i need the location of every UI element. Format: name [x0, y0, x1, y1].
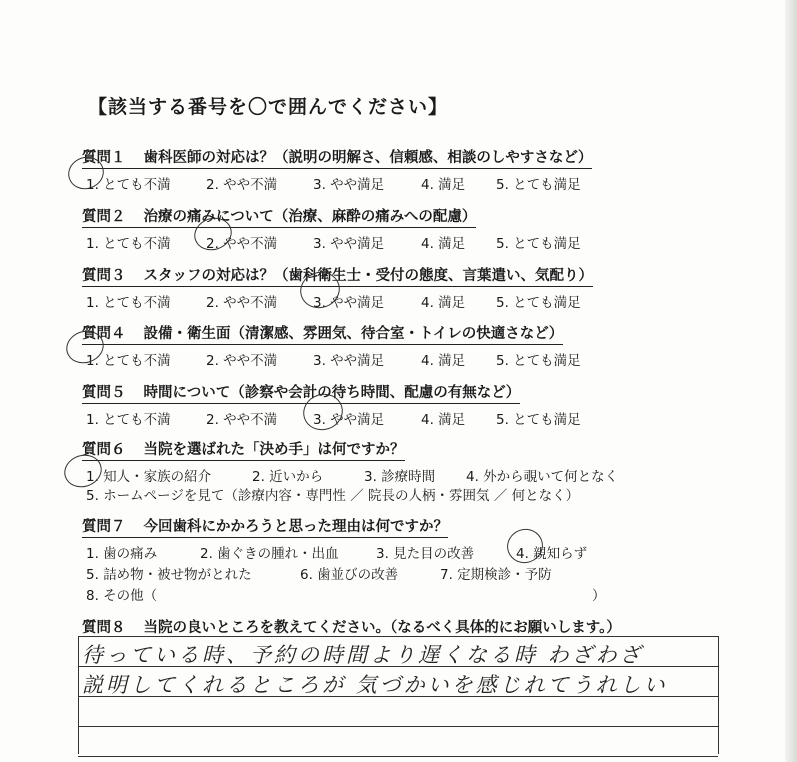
survey-title: 【該当する番号を〇で囲んでください】: [88, 96, 449, 118]
question-8-heading: [82, 616, 621, 638]
question-2-heading: [82, 205, 476, 228]
q1-option-4[interactable]: 4. 満足: [421, 177, 466, 193]
question-8: [82, 616, 722, 638]
question-1-heading: [82, 146, 592, 169]
question-5-options: [82, 408, 722, 427]
q1-option-5[interactable]: 5. とても満足: [496, 177, 581, 193]
question-4-heading: [82, 322, 563, 345]
question-7-heading: [82, 515, 448, 538]
q5-option-3[interactable]: 3. やや満足: [313, 412, 385, 428]
question-6-options: [82, 465, 722, 484]
q2-option-2[interactable]: 2. やや不満: [206, 236, 278, 252]
question-6-heading: [82, 438, 405, 461]
question-7-label: 質問７: [82, 519, 126, 535]
q5-option-2[interactable]: 2. やや不満: [206, 412, 278, 428]
q4-option-4[interactable]: 4. 満足: [421, 353, 466, 369]
question-7-options-row3: [82, 584, 722, 603]
question-4-options: [82, 349, 722, 368]
question-8-label: 質問８: [82, 620, 126, 636]
question-2: [82, 205, 722, 251]
question-4-label: 質問４: [82, 326, 126, 342]
question-3-options: [82, 291, 722, 310]
q3-option-3[interactable]: 3. やや満足: [313, 295, 385, 311]
question-1-text: 歯科医師の対応は？（説明の明解さ、信頼感、相談のしやすさなど）: [143, 150, 593, 166]
q3-option-5[interactable]: 5. とても満足: [496, 295, 581, 311]
q7-option-2[interactable]: 2. 歯ぐきの腫れ・出血: [200, 546, 339, 562]
q6-option-5[interactable]: 5. ホームページを見て（診療内容・専門性 ／ 院長の人柄・雰囲気 ／ 何となく）: [86, 488, 580, 504]
question-1-label: 質問１: [82, 150, 126, 166]
q2-option-4[interactable]: 4. 満足: [421, 236, 466, 252]
q1-option-2[interactable]: 2. やや不満: [206, 177, 278, 193]
q8-answer-line-3[interactable]: [78, 697, 718, 727]
question-7: [82, 515, 722, 603]
question-7-options-row2: [82, 563, 722, 584]
question-6: [82, 438, 722, 504]
q3-option-4[interactable]: 4. 満足: [421, 295, 466, 311]
q7-option-6[interactable]: 6. 歯並びの改善: [300, 567, 399, 583]
q8-answer-line-2[interactable]: [78, 667, 718, 697]
question-4-text: 設備・衛生面（清潔感、雰囲気、待合室・トイレの快適さなど）: [143, 326, 564, 342]
q1-option-3[interactable]: 3. やや満足: [313, 177, 385, 193]
q7-option-1[interactable]: 1. 歯の痛み: [86, 546, 158, 562]
q8-handwritten-line-2: 説明してくれるところが 気づかいを感じれてうれしい: [82, 673, 668, 697]
q7-option-8[interactable]: 8. その他（: [86, 588, 158, 604]
q7-option-7[interactable]: 7. 定期検診・予防: [440, 567, 552, 583]
q5-option-4[interactable]: 4. 満足: [421, 412, 466, 428]
question-3-text: スタッフの対応は？（歯科衛生士・受付の態度、言葉遣い、気配り）: [143, 268, 593, 284]
question-7-options-row1: [82, 542, 722, 563]
q4-option-2[interactable]: 2. やや不満: [206, 353, 278, 369]
question-2-label: 質問２: [82, 209, 126, 225]
q8-answer-line-1[interactable]: [78, 636, 718, 667]
q4-option-3[interactable]: 3. やや満足: [313, 353, 385, 369]
q4-option-1[interactable]: 1. とても不満: [86, 353, 171, 369]
q6-option-1[interactable]: 1. 知人・家族の紹介: [86, 469, 212, 485]
q2-option-3[interactable]: 3. やや満足: [313, 236, 385, 252]
question-1: [82, 146, 722, 192]
question-1-options: [82, 173, 722, 192]
q7-option-8-close: ）: [592, 588, 606, 604]
q4-option-5[interactable]: 5. とても満足: [496, 353, 581, 369]
question-7-text: 今回歯科にかかろうと思った理由は何ですか？: [143, 519, 448, 535]
question-2-text: 治療の痛みについて（治療、麻酔の痛みへの配慮）: [143, 209, 477, 225]
question-5-heading: [82, 381, 520, 404]
question-8-text: 当院の良いところを教えてください。（なるべく具体的にお願いします。）: [143, 620, 621, 636]
q7-option-3[interactable]: 3. 見た目の改善: [376, 546, 475, 562]
q8-answer-line-4[interactable]: [78, 727, 718, 757]
q1-option-1[interactable]: 1. とても不満: [86, 177, 171, 193]
q3-option-2[interactable]: 2. やや不満: [206, 295, 278, 311]
q5-option-5[interactable]: 5. とても満足: [496, 412, 581, 428]
q8-answer-box[interactable]: [78, 636, 718, 757]
q2-option-5[interactable]: 5. とても満足: [496, 236, 581, 252]
q5-option-1[interactable]: 1. とても不満: [86, 412, 171, 428]
q6-option-4[interactable]: 4. 外から覗いて何となく: [466, 469, 619, 485]
q8-box-left-border: [78, 636, 79, 754]
q8-handwritten-line-1: 待っている時、予約の時間より遅くなる時 わざわざ: [82, 643, 644, 667]
page-edge-shadow: [785, 0, 797, 762]
question-5-label: 質問５: [82, 385, 126, 401]
question-5: [82, 381, 722, 427]
q2-option-1[interactable]: 1. とても不満: [86, 236, 171, 252]
question-5-text: 時間について（診察や会計の待ち時間、配慮の有無など）: [143, 385, 521, 401]
q3-option-1[interactable]: 1. とても不満: [86, 295, 171, 311]
question-3-label: 質問３: [82, 268, 126, 284]
question-3: [82, 264, 722, 310]
question-6-label: 質問６: [82, 442, 126, 458]
q7-option-5[interactable]: 5. 詰め物・被せ物がとれた: [86, 567, 252, 583]
q8-box-right-border: [718, 636, 719, 754]
q7-option-4[interactable]: 4. 親知らず: [516, 546, 588, 562]
question-2-options: [82, 232, 722, 251]
q6-option-3[interactable]: 3. 診療時間: [364, 469, 436, 485]
question-6-text: 当院を選ばれた「決め手」は何ですか？: [143, 442, 405, 458]
question-4: [82, 322, 722, 368]
q6-option-2[interactable]: 2. 近いから: [252, 469, 324, 485]
